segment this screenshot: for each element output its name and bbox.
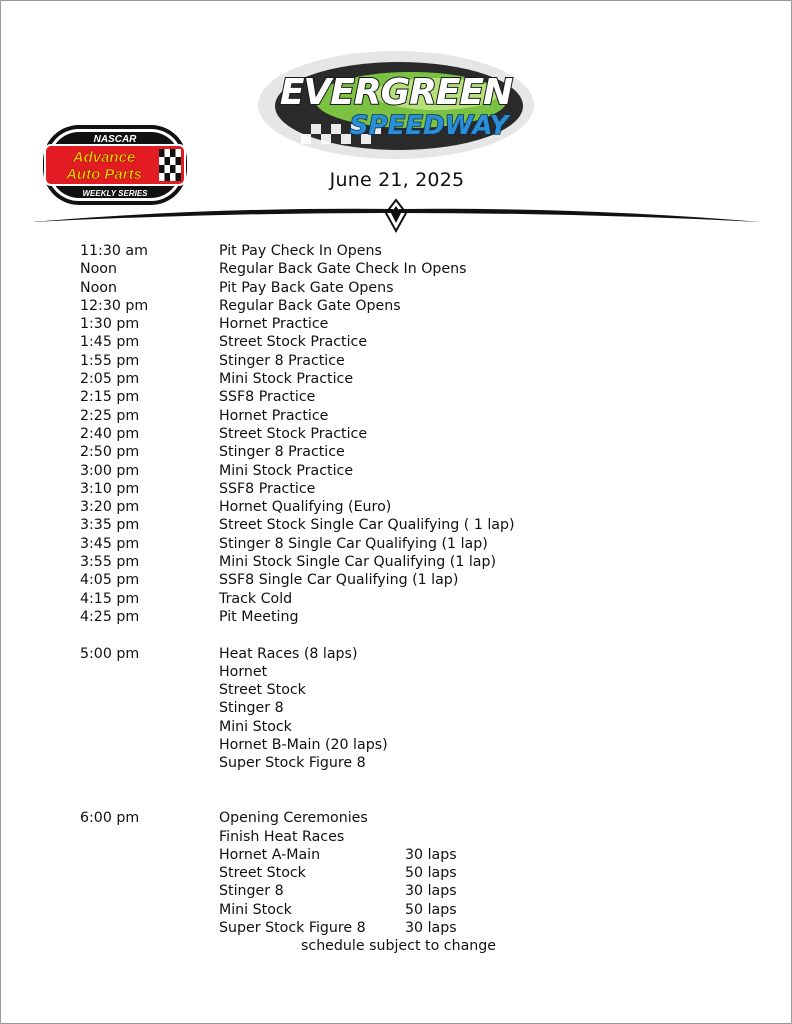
main-event-name: Super Stock Figure 8 (219, 919, 366, 936)
schedule-time: 2:05 pm (80, 371, 140, 388)
evergreen-speedway-logo (251, 46, 541, 164)
schedule-time: 12:30 pm (80, 297, 149, 314)
schedule-event: Stinger 8 Single Car Qualifying (1 lap) (219, 535, 488, 552)
class-name: Mini Stock (219, 718, 292, 735)
schedule-event: SSF8 Practice (219, 480, 316, 497)
schedule-time: 2:50 pm (80, 444, 140, 461)
schedule-event: Street Stock Practice (219, 334, 368, 351)
main-event-laps: 50 laps (405, 901, 457, 918)
schedule-time: 2:15 pm (80, 389, 140, 406)
schedule-time: Noon (80, 261, 117, 278)
schedule-event: Pit Meeting (219, 608, 299, 625)
nascar-advance-auto-parts-logo (41, 123, 189, 207)
main-event-name: Hornet A-Main (219, 846, 321, 863)
weekly-series-wordmark: WEEKLY SERIES (82, 189, 148, 198)
class-name: Stinger 8 (219, 700, 284, 717)
nascar-wordmark: NASCAR (93, 134, 137, 145)
schedule-time: 4:05 pm (80, 572, 140, 589)
schedule-time: Noon (80, 279, 117, 296)
class-name: Super Stock Figure 8 (219, 755, 366, 772)
schedule-time: 2:40 pm (80, 425, 140, 442)
heat-races-title: Heat Races (8 laps) (219, 645, 358, 662)
schedule-time: 1:30 pm (80, 316, 140, 333)
advance-wordmark: Advance (72, 149, 136, 166)
main-event-name: Stinger 8 (219, 883, 284, 900)
main-event-name: Mini Stock (219, 901, 292, 918)
schedule-time: 11:30 am (80, 243, 148, 259)
schedule-event: Hornet Practice (219, 316, 329, 333)
schedule-time: 4:25 pm (80, 608, 140, 625)
schedule-time: 3:35 pm (80, 517, 140, 534)
schedule-event: Mini Stock Single Car Qualifying (1 lap) (219, 554, 497, 571)
schedule-event: Track Cold (219, 590, 293, 607)
schedule-event: Street Stock Single Car Qualifying ( 1 lap) (219, 517, 515, 534)
schedule-time: 4:15 pm (80, 590, 140, 607)
event-date: June 21, 2025 (329, 169, 465, 191)
main-event-name: Finish Heat Races (219, 828, 345, 845)
schedule-time: 2:25 pm (80, 407, 140, 424)
schedule-event: Stinger 8 Practice (219, 444, 345, 461)
main-event-laps: 50 laps (405, 865, 457, 882)
auto-parts-wordmark: Auto Parts (66, 166, 142, 183)
main-event-name: Street Stock (219, 865, 306, 882)
speedway-wordmark: SPEEDWAY (349, 111, 509, 141)
evergreen-wordmark: EVERGREEN (279, 72, 513, 113)
schedule-time: 5:00 pm (80, 645, 140, 662)
main-event-laps: 30 laps (405, 846, 457, 863)
class-name: Hornet (219, 663, 268, 680)
schedule-event: Regular Back Gate Check In Opens (219, 261, 467, 278)
schedule-time: 3:20 pm (80, 499, 140, 516)
schedule-event: Mini Stock Practice (219, 462, 354, 479)
schedule-time: 3:45 pm (80, 535, 140, 552)
schedule-time: 1:55 pm (80, 352, 140, 369)
schedule-disclaimer: schedule subject to change (301, 938, 496, 954)
main-event-name: Opening Ceremonies (219, 810, 368, 827)
schedule-event: SSF8 Single Car Qualifying (1 lap) (219, 572, 459, 589)
schedule-time: 6:00 pm (80, 810, 140, 827)
schedule-event: Mini Stock Practice (219, 371, 354, 388)
class-name: Hornet B-Main (20 laps) (219, 737, 388, 754)
main-event-laps: 30 laps (405, 919, 457, 936)
schedule-time: 3:10 pm (80, 480, 140, 497)
decorative-divider (31, 197, 761, 237)
main-event-laps: 30 laps (405, 883, 457, 900)
class-name: Street Stock (219, 682, 306, 699)
schedule-event: Regular Back Gate Opens (219, 297, 401, 314)
schedule-event: Hornet Practice (219, 407, 329, 424)
schedule-event: Pit Pay Check In Opens (219, 243, 382, 259)
schedule-event: SSF8 Practice (219, 389, 316, 406)
schedule-event: Street Stock Practice (219, 425, 368, 442)
schedule-time: 3:55 pm (80, 554, 140, 571)
schedule-time: 3:00 pm (80, 462, 140, 479)
schedule-time: 1:45 pm (80, 334, 140, 351)
schedule-event: Stinger 8 Practice (219, 352, 345, 369)
schedule-event: Pit Pay Back Gate Opens (219, 279, 394, 296)
schedule-event: Hornet Qualifying (Euro) (219, 499, 392, 516)
